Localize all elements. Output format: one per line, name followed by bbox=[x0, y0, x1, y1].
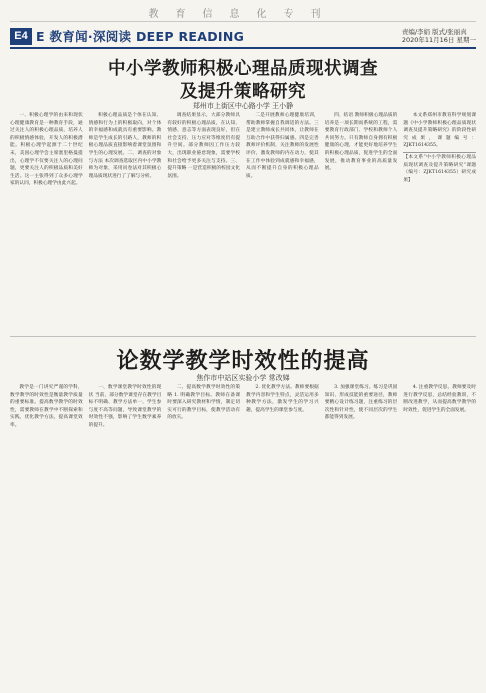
article-2-paragraph: 教学是一门讲究严谨的学科，数学教学的时效性是衡量教学质量的重要标准。提高数学教学的时效性，需要教师在教学中不断探索和实践，优化教学方法，提高课堂效率。 bbox=[10, 385, 83, 428]
article-1-title-line-1: 中小学教师积极心理品质现状调查 bbox=[108, 59, 378, 79]
masthead bbox=[0, 0, 486, 26]
article-2-column bbox=[246, 384, 319, 684]
article-2-column bbox=[403, 384, 476, 684]
article-1-title-line-2: 及提升策略研究 bbox=[180, 82, 306, 102]
article-2-paragraph: 4. 注重教学反思。教师要及时进行教学反思，总结经验教训，不断改进教学，从而提高数学教学的时效性，促进学生的全面发展。 bbox=[403, 385, 477, 413]
article-2-paragraph: 二、提高数学教学时效性的策略 1. 明确教学目标。教师在备课时要深入研究教材和学情，制定切实可行的教学目标，使教学活动有的放矢。 bbox=[167, 385, 241, 421]
article-1-column bbox=[246, 112, 319, 328]
article-1-paragraph: 调查结果显示，大部分教师具有较好的积极心理品质，在认知、情感、意志等方面表现良好，但在社会支持、压力应对等维度仍有提升空间。部分教师因工作压力较大，出现职业倦怠现象，需要学校和社会给予更多关注与支持。三、提升策略 一是营造积极的校园文化氛围。 bbox=[167, 113, 241, 179]
article-1-column bbox=[89, 112, 162, 328]
masthead-title: 教育信息化专刊 bbox=[148, 9, 338, 20]
article-1-paragraph: 本文系郑州市教育科学规划课题《中小学教师积极心理品质现状调查及提升策略研究》的阶段性研究成果，课题编号：ZJKT1614355。 bbox=[403, 113, 477, 149]
editor-info bbox=[402, 28, 476, 44]
article-2-byline: 焦作市中站区实验小学 常改娣 bbox=[196, 374, 290, 382]
editor-line-1: 责编/李娟 版式/张丽真 bbox=[401, 28, 467, 36]
article-1-byline: 郑州市上街区中心路小学 王小静 bbox=[192, 102, 294, 110]
article-2-body bbox=[10, 384, 476, 684]
article-2-paragraph: 一、数学课堂教学时效性的现状 当前，部分数学课堂存在教学目标不明确、教学方法单一、学生参与度不高等问题，导致课堂教学的时效性不强，影响了学生数学素养的提升。 bbox=[88, 385, 162, 428]
article-2-column bbox=[325, 384, 398, 684]
page-header bbox=[10, 28, 476, 46]
article-1-paragraph: 二是开展教师心理健康培训，帮助教师掌握自我调适的方法。三是建立教师成长共同体，让教师在互助合作中获得归属感。四是完善教师评价机制，关注教师的发展性评价，激发教师的内在动力，使其在工作中体验到成就感和幸福感，从而不断提升自身的积极心理品质。 bbox=[246, 113, 319, 179]
article-1-column bbox=[167, 112, 240, 328]
article-1-column bbox=[10, 112, 83, 328]
article-1-paragraph: 一、积极心理学的由来和现状 心理健康教育是一种教育手段，通过关注人的积极心理品质，培养人的积极情感体验，开发人的积极潜能。积极心理学起源于二十世纪末，美国心理学会主席塞里格曼提出，心理学不仅要关注人的心理问题，更要关注人的积极品质和美好生活。这一主张得到了众多心理学家的认同，积极心理学由此兴起。 bbox=[10, 113, 83, 187]
article-1-paragraph: 积极心理品质是个体在认知、情感和行为上的积极取向，对个体的幸福感和成就具有重要影响。教师是学生成长的引路人，教师的积极心理品质直接影响着课堂氛围和学生的心理发展。二、调查的对象与方法 本次调查选取区内中小学教师为对象，采用问卷法对其积极心理品质现状进行了了解与分析。 bbox=[88, 113, 162, 179]
article-1-paragraph: 四、结语 教师积极心理品质的培养是一项长期而系统的工程，需要教育行政部门、学校和教师个人共同努力。只有教师自身拥有积极健康的心理，才能更好地培养学生的积极心理品质，促进学生的全面发展，推动教育事业的高质量发展。 bbox=[324, 113, 398, 172]
article-2-paragraph: 3. 加强课堂练习。练习是巩固知识、形成技能的重要途径，教师要精心设计练习题，注重练习的层次性和针对性，使不同层次的学生都能得到发展。 bbox=[324, 385, 398, 421]
edition-badge: E4 bbox=[10, 28, 32, 45]
article-divider bbox=[10, 336, 476, 337]
article-1-column bbox=[403, 112, 476, 328]
masthead-rule bbox=[10, 21, 476, 22]
editor-line-2: 2020年11月16日 星期一 bbox=[401, 36, 476, 44]
article-2-column bbox=[167, 384, 240, 684]
article-1-column bbox=[325, 112, 398, 328]
section-name: E 教育闻·深阅读 DEEP READING bbox=[36, 29, 245, 44]
article-2-column bbox=[10, 384, 83, 684]
article-2-title: 论数学教学时效性的提高 bbox=[116, 349, 370, 374]
header-rule bbox=[10, 47, 476, 49]
article-1-body bbox=[10, 112, 476, 328]
article-1-footnote: 【本文系“中小学教师积极心理品质现状调查及提升策略研究”课题（编号：ZJKT1614355）研究成果】 bbox=[403, 152, 476, 184]
article-2-column bbox=[89, 384, 162, 684]
article-2-paragraph: 2. 优化教学方法。教师要根据教学内容和学生特点，灵活运用多种教学方法，激发学生的学习兴趣，提高学生的课堂参与度。 bbox=[246, 385, 319, 413]
